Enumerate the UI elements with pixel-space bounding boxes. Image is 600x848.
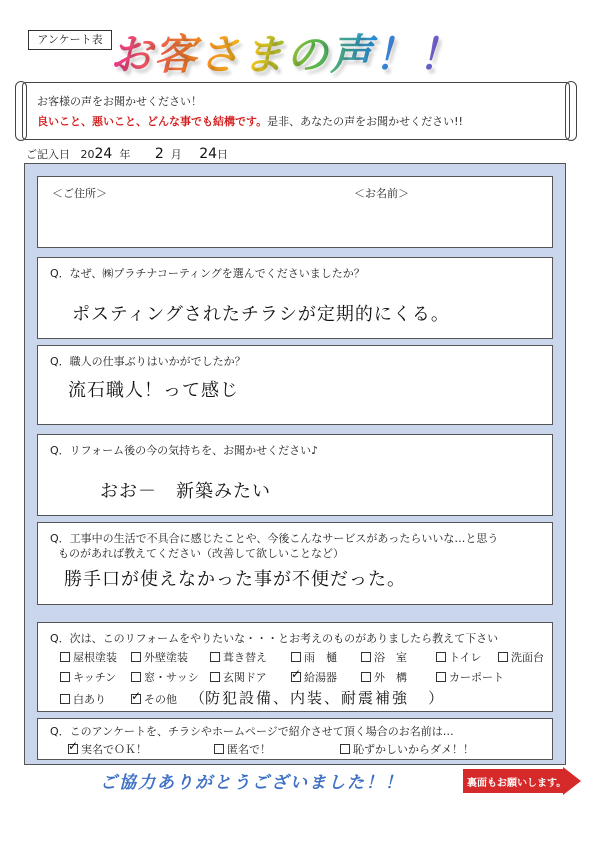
checkbox[interactable] <box>131 652 141 662</box>
thanks-message: ご協力ありがとうございました！！ <box>100 773 404 793</box>
option-real-name[interactable] <box>68 741 147 757</box>
checkbox[interactable] <box>131 672 141 682</box>
checkbox[interactable] <box>214 744 224 754</box>
intro-line-2 <box>37 113 463 129</box>
checkbox[interactable] <box>361 672 371 682</box>
option-label: 屋根塗装 <box>73 651 117 664</box>
checkbox-checked[interactable] <box>68 744 78 754</box>
question-2: Q．職人の仕事ぶりはいかがでしたか？ <box>50 355 246 368</box>
option-label: 浴 室 <box>374 651 407 664</box>
option-label: その他 <box>144 693 177 706</box>
day-unit: 日 <box>217 148 229 161</box>
checkbox[interactable] <box>210 652 220 662</box>
question-box-1 <box>37 257 553 339</box>
page-title: お客さまの声！！ <box>110 22 462 82</box>
option-label: 窓・サッシ <box>144 671 199 684</box>
other-open-paren: （ <box>190 689 206 707</box>
month-unit: 月 <box>170 148 182 161</box>
survey-tag: アンケート表 <box>28 30 112 50</box>
checkbox[interactable] <box>210 672 220 682</box>
option-entrance-door[interactable] <box>210 669 267 685</box>
option-label: 玄関ドア <box>223 671 267 684</box>
intro-banner <box>22 82 570 140</box>
other-detail-text: 防犯設備、内装、耐震補強 <box>205 689 410 707</box>
checkbox[interactable] <box>361 652 371 662</box>
month-value: 2 <box>154 146 164 162</box>
question-box-2 <box>37 345 553 425</box>
entry-date <box>26 146 228 162</box>
option-bathroom[interactable] <box>361 649 407 665</box>
option-toilet[interactable] <box>436 649 481 665</box>
option-carport[interactable] <box>436 669 504 685</box>
intro-rest: 是非、あなたの声をお聞かせください!! <box>267 115 463 128</box>
option-label: 実名でＯＫ！ <box>81 743 147 756</box>
checkbox[interactable] <box>436 652 446 662</box>
option-wall-paint[interactable] <box>131 649 188 665</box>
other-close-paren: ） <box>428 689 444 707</box>
option-water-heater[interactable] <box>291 669 337 685</box>
question-3: Q．リフォーム後の今の気持ちを、お聞かせください♪ <box>50 444 319 457</box>
option-anonymous[interactable] <box>214 741 271 757</box>
year-prefix: 20 <box>80 148 95 161</box>
option-label: 葺き替え <box>223 651 267 664</box>
option-decline[interactable] <box>340 741 474 757</box>
scroll-curl-right <box>565 81 577 141</box>
date-label: ご記入日 <box>26 148 70 161</box>
option-label: 外壁塗装 <box>144 651 188 664</box>
option-reroof[interactable] <box>210 649 267 665</box>
address-label: ＜ご住所＞ <box>52 187 107 200</box>
answer-4: 勝手口が使えなかった事が不便だった。 <box>64 569 406 590</box>
question-4-line-2: ものがあれば教えてください（改善して欲しいことなど） <box>58 547 344 560</box>
option-termite[interactable] <box>60 691 106 707</box>
checkbox[interactable] <box>60 672 70 682</box>
day-value: 24 <box>199 146 218 162</box>
checkbox-checked[interactable] <box>131 694 141 704</box>
option-exterior[interactable] <box>361 669 407 685</box>
question-box-6 <box>37 718 553 760</box>
option-kitchen[interactable] <box>60 669 116 685</box>
checkbox[interactable] <box>498 652 508 662</box>
checkbox[interactable] <box>340 744 350 754</box>
option-label: トイレ <box>449 651 482 664</box>
option-roof-paint[interactable] <box>60 649 117 665</box>
option-label: 雨 樋 <box>304 651 337 664</box>
option-other[interactable] <box>131 691 177 707</box>
question-box-5 <box>37 622 553 712</box>
checkbox[interactable] <box>60 652 70 662</box>
option-label: 恥ずかしいからダメ！！ <box>353 743 474 756</box>
option-label: 外 構 <box>374 671 407 684</box>
contact-box <box>37 176 553 248</box>
name-label: ＜お名前＞ <box>354 187 409 200</box>
question-1: Q．なぜ、㈱プラチナコーティングを選んでくださいましたか？ <box>50 267 365 280</box>
option-label: キッチン <box>73 671 117 684</box>
question-6: Q．このアンケートを、チラシやホームページで紹介させて頂く場合のお名前は… <box>50 725 454 738</box>
option-washbasin[interactable] <box>498 649 544 665</box>
checkbox-checked[interactable] <box>291 672 301 682</box>
question-box-4 <box>37 522 553 605</box>
answer-1: ポスティングされたチラシが定期的にくる。 <box>72 304 450 325</box>
option-label: 給湯器 <box>304 671 337 684</box>
option-label: 匿名で！ <box>227 743 271 756</box>
checkbox[interactable] <box>291 652 301 662</box>
answer-3: おお－ 新築みたい <box>100 481 271 502</box>
survey-form <box>24 163 566 765</box>
checkbox[interactable] <box>60 694 70 704</box>
question-box-3 <box>37 434 553 516</box>
checkbox[interactable] <box>436 672 446 682</box>
option-window[interactable] <box>131 669 199 685</box>
intro-line-1: お客様の声をお聞かせください！ <box>37 95 202 108</box>
other-detail <box>190 687 443 708</box>
back-side-note: 裏面もお願いします。 <box>467 778 567 789</box>
intro-emphasis: 良いこと、悪いこと、どんな事でも結構です。 <box>37 115 268 128</box>
year-unit: 年 <box>119 148 131 161</box>
option-label: 白あり <box>73 693 106 706</box>
back-side-arrow <box>463 767 581 795</box>
option-label: カーポート <box>449 671 504 684</box>
option-label: 洗面台 <box>511 651 544 664</box>
answer-2: 流石職人！って感じ <box>68 380 239 401</box>
year-value: 24 <box>94 146 113 162</box>
question-4-line-1: Q．工事中の生活で不具合に感じたことや、今後こんなサービスがあったらいいな…と思う <box>50 532 499 545</box>
question-5: Q．次は、このリフォームをやりたいな・・・とお考えのものがありましたら教えて下さい <box>50 632 499 645</box>
scroll-curl-left <box>15 81 27 141</box>
option-gutter[interactable] <box>291 649 337 665</box>
